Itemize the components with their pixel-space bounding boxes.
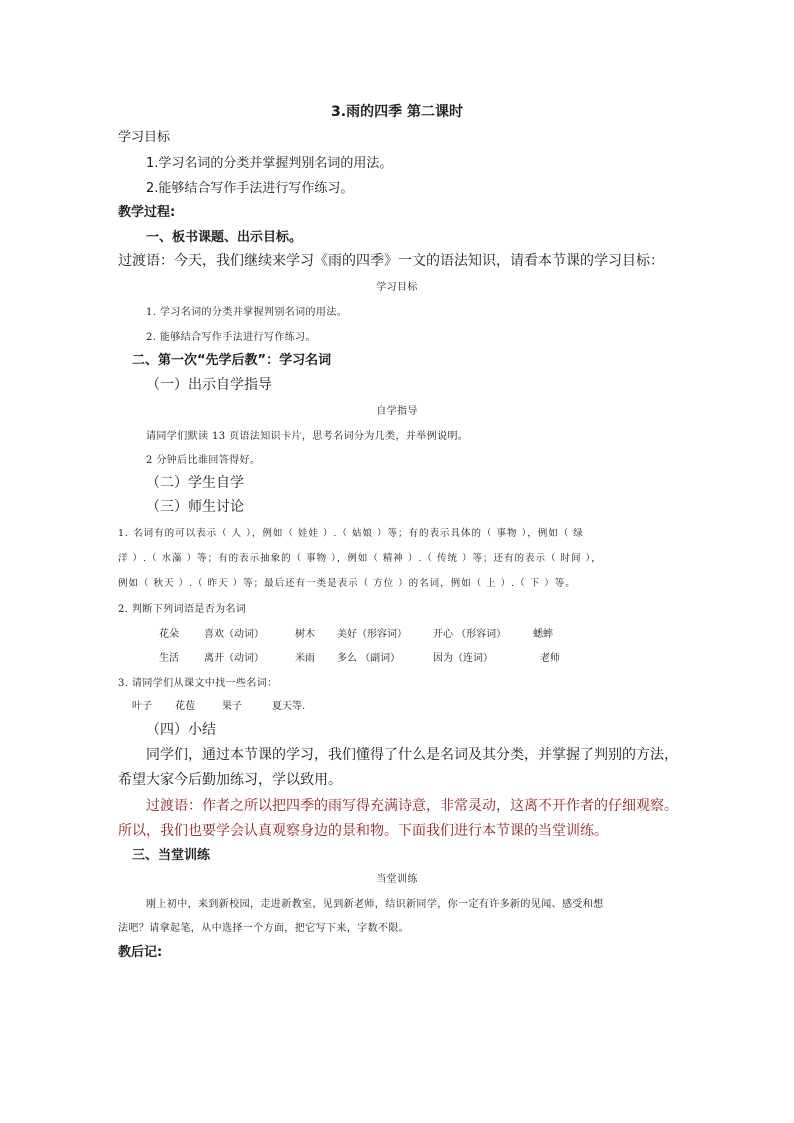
sub-heading-3: （三）师生讨论	[146, 499, 244, 515]
find-words-row	[0, 697, 794, 713]
judge-word: 老师	[540, 653, 560, 664]
page-title: 3.雨的四季 第二课时	[331, 104, 463, 120]
sub-heading-4: （四）小结	[146, 722, 216, 738]
summary-line-2: 希望大家今后勤加练习，学以致用。	[118, 772, 342, 788]
slide-title-practice: 当堂训练	[376, 874, 418, 885]
slide-item-2: 2. 能够结合写作手法进行写作练习。	[146, 332, 316, 343]
discussion-line-1: 1. 名词有的可以表示（ 人 ），例如（ 娃娃 ）.（ 姑娘 ）等；有的表示具体的（ 事物 ），例如（ 绿	[118, 528, 584, 539]
slide-item-1: 1. 学习名词的分类并掌握判别名词的用法。	[146, 307, 348, 318]
section3-heading: 三、当堂训练	[132, 848, 211, 863]
guide-line-1: 请同学们默读 13 页语法知识卡片，思考名词分为几类，并举例说明。	[146, 431, 469, 442]
judge-word: 多么 （副词）	[337, 653, 401, 664]
transition-text: 过渡语：今天，我们继续来学习《雨的四季》一文的语法知识，请看本节课的学习目标：	[118, 253, 664, 269]
judge-word: 喜欢（动词）	[204, 629, 264, 640]
find-word: 叶子	[132, 701, 152, 712]
slide-title-objectives: 学习目标	[376, 282, 418, 293]
judge-word: 开心 （形容词）	[433, 629, 507, 640]
judge-word: 蟋蟀	[533, 629, 553, 640]
judge-word: 美好（形容词）	[337, 629, 407, 640]
find-word: 果子	[222, 701, 242, 712]
objective-item-1: 1.学习名词的分类并掌握判别名词的用法。	[146, 156, 393, 171]
discussion-line-2: 洋 ）.（ 水藻 ）等；有的表示抽象的（ 事物 ），例如（ 精神 ）.（ 传统 ）等；还有的表示（ 时间 ），	[118, 553, 602, 564]
judge-row-1	[0, 625, 794, 641]
find-word: 夏天等.	[272, 701, 306, 712]
judge-word: 树木	[295, 629, 315, 640]
sub-heading-1: （一）出示自学指导	[146, 377, 272, 393]
process-heading: 教学过程:	[118, 205, 176, 220]
discussion-line-3: 例如（ 秋天 ）.（ 昨天 ）等；最后还有一类是表示（ 方位 ）的名词，例如（ 上 ）.（ 下 ）等。	[118, 578, 576, 589]
find-word: 花苞	[175, 701, 195, 712]
sub-heading-2: （二）学生自学	[146, 475, 244, 491]
summary-line-1: 同学们，通过本节课的学习，我们懂得了什么是名词及其分类，并掌握了判别的方法，	[146, 747, 678, 763]
transition2-line-2: 所以，我们也要学会认真观察身边的景和物。下面我们进行本节课的当堂训练。	[118, 823, 608, 839]
objective-item-2: 2.能够结合写作手法进行写作练习。	[146, 181, 354, 196]
practice-line-2: 法吧？请拿起笔，从中选择一个方面，把它写下来，字数不限。	[118, 923, 410, 934]
practice-line-1: 刚上初中，来到新校园，走进新教室，见到新老师，结识新同学，你一定有许多新的见闻、感受和想	[146, 899, 604, 910]
judge-word: 米雨	[295, 653, 315, 664]
judge-row-2	[0, 649, 794, 665]
find-heading: 3. 请同学们从课文中找一些名词：	[118, 678, 278, 689]
judge-heading: 2. 判断下列词语是否为名词	[118, 604, 247, 615]
guide-line-2: 2 分钟后比谁回答得好。	[146, 455, 261, 466]
judge-word: 因为（连词）	[433, 653, 493, 664]
judge-word: 生活	[159, 653, 179, 664]
objectives-heading: 学习目标	[118, 130, 171, 145]
judge-word: 离开（动词）	[204, 653, 264, 664]
section1-heading: 一、板书课题、出示目标。	[146, 230, 303, 245]
afterword-heading: 教后记:	[118, 945, 163, 960]
section2-heading: 二、第一次“先学后教”：学习名词	[132, 353, 332, 368]
transition2-line-1: 过渡语：作者之所以把四季的雨写得充满诗意，非常灵动，这离不开作者的仔细观察。	[146, 798, 678, 814]
guide-title: 自学指导	[376, 406, 418, 417]
judge-word: 花朵	[159, 629, 179, 640]
